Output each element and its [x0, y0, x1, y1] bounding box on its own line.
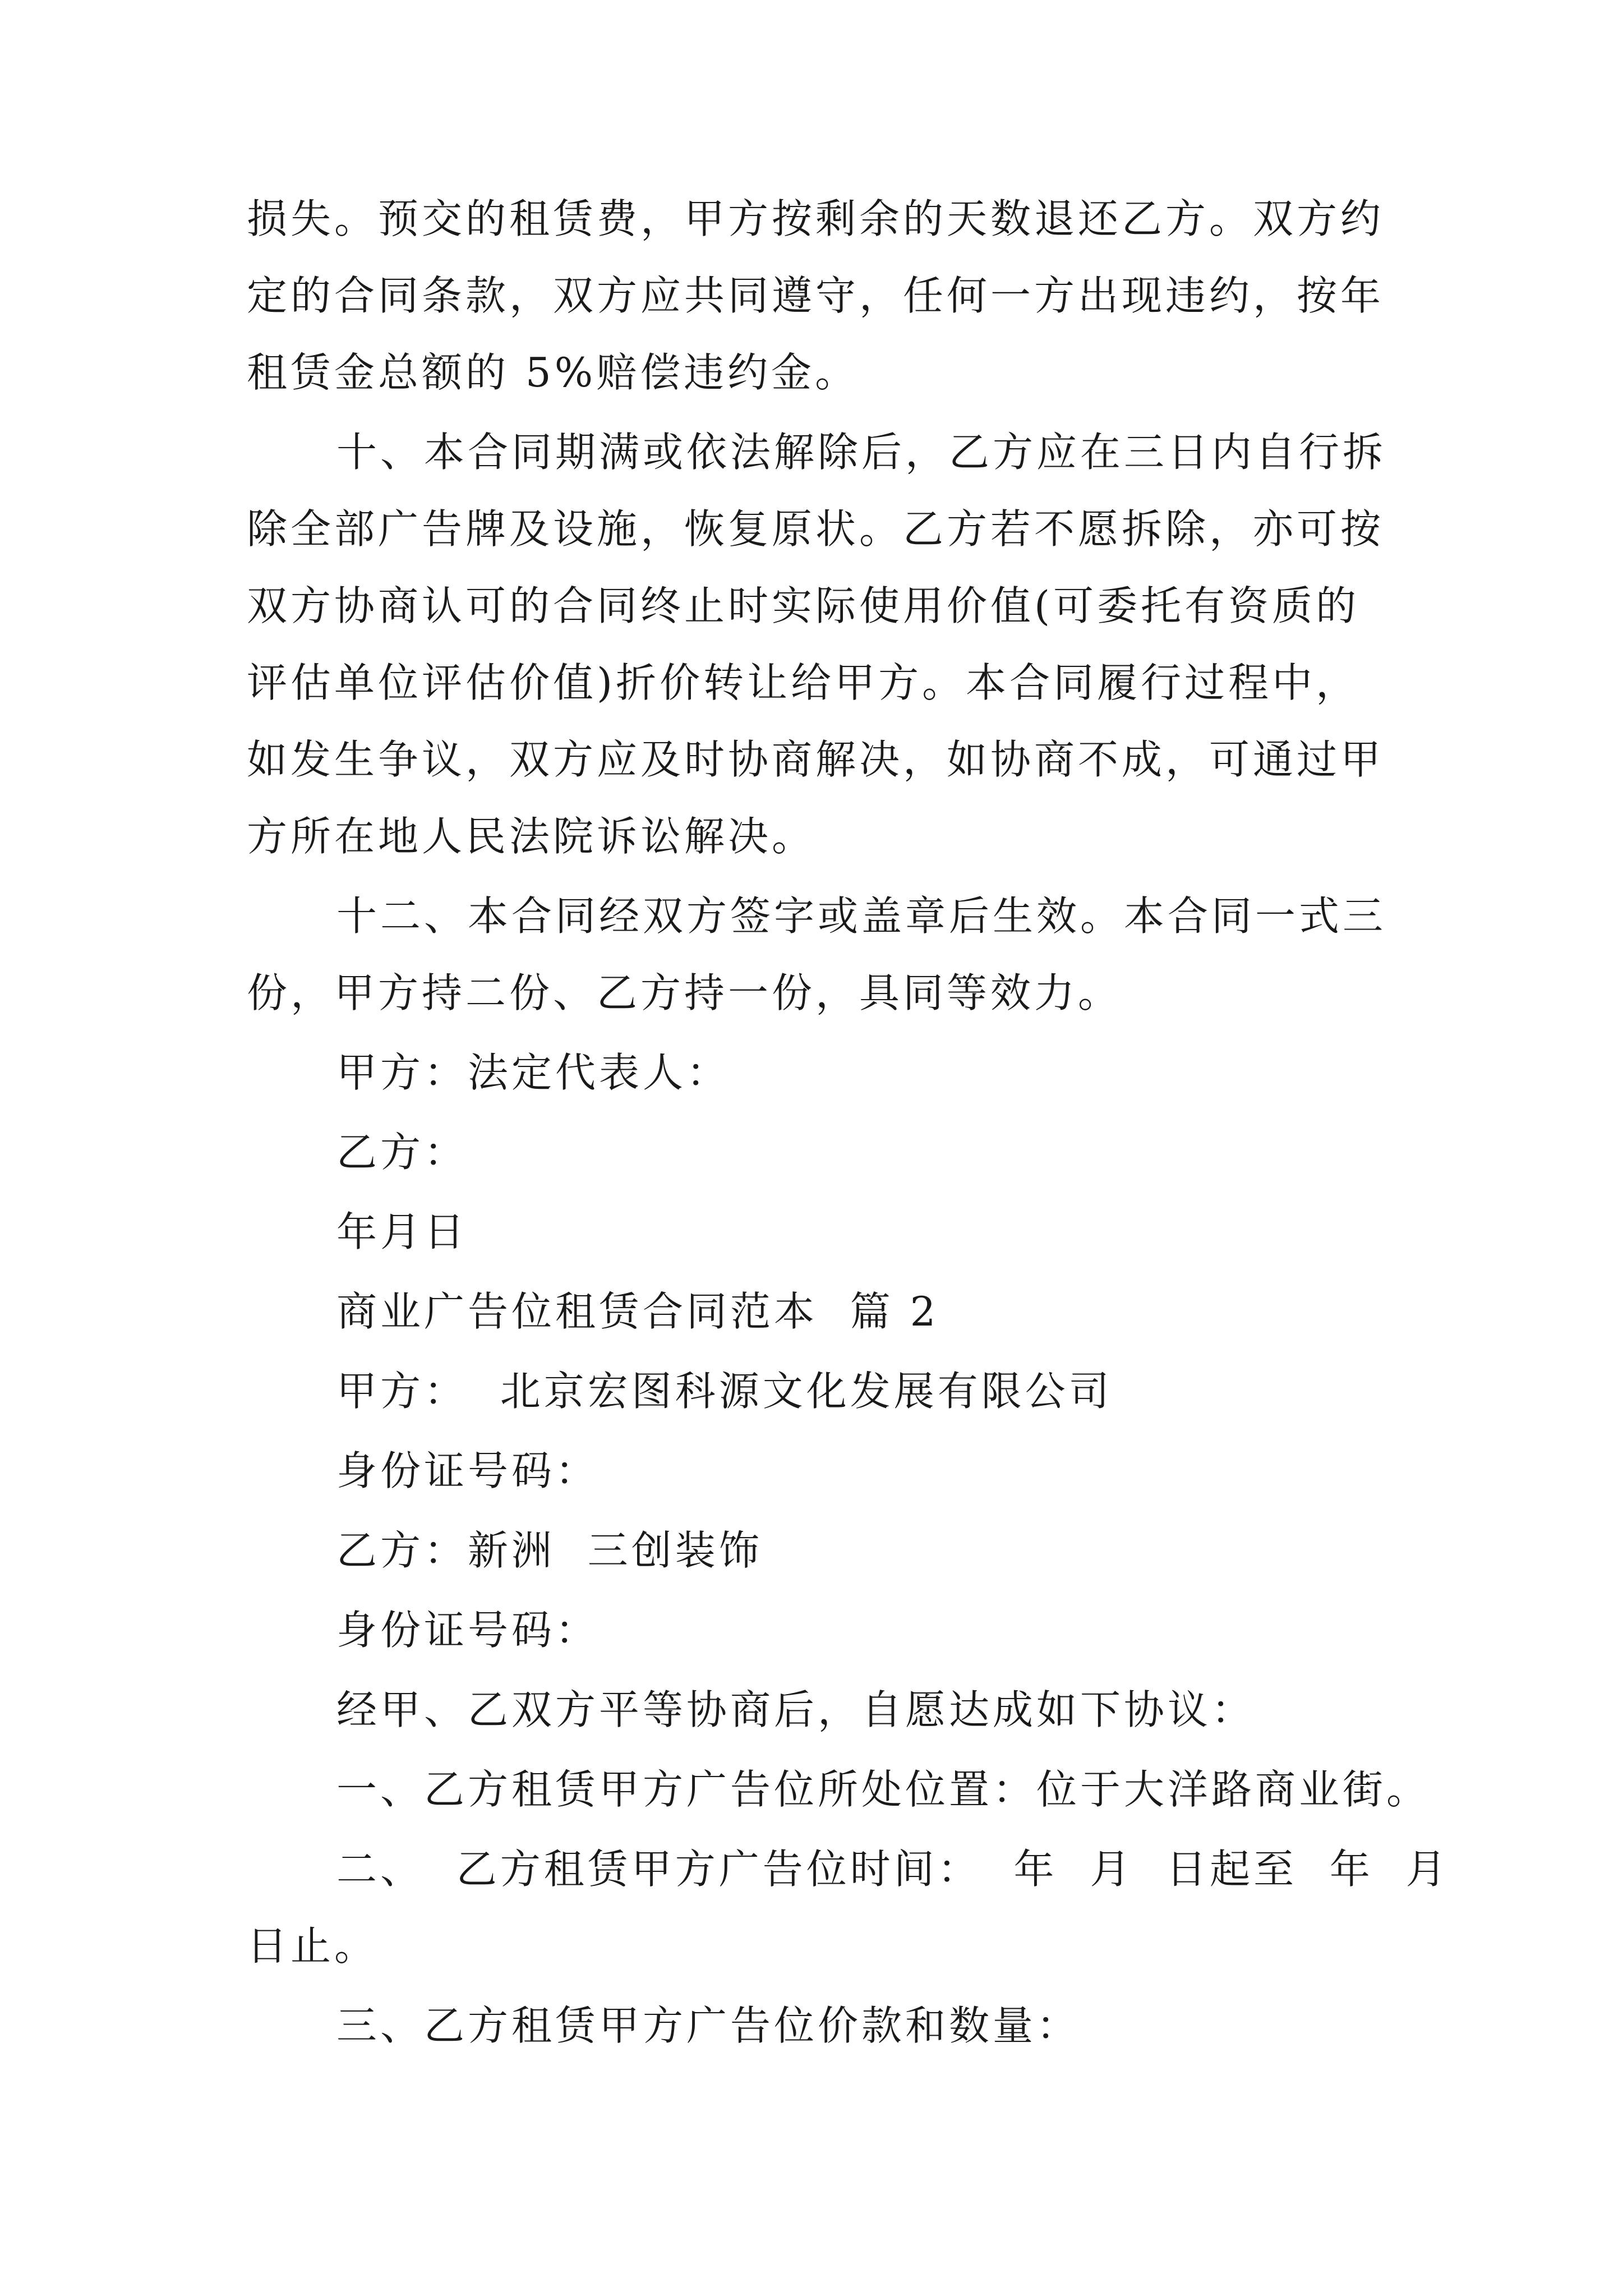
paragraph-9-line-2: 定的合同条款，双方应共同遵守，任何一方出现违约，按年 [247, 272, 1385, 319]
party-b-name: 乙方：新洲 三创装饰 [336, 1527, 763, 1574]
paragraph-10-line-6: 方所在地人民法院诉讼解决。 [247, 813, 816, 860]
date-line: 年月日 [336, 1208, 468, 1255]
paragraph-12-line-1: 十二、本合同经双方签字或盖章后生效。本合同一式三 [336, 892, 1387, 940]
paragraph-10-line-5: 如发生争议，双方应及时协商解决，如协商不成，可通过甲 [247, 736, 1385, 783]
paragraph-10-line-4: 评估单位评估价值)折价转让给甲方。本合同履行过程中， [247, 659, 1360, 706]
agreement-intro: 经甲、乙双方平等协商后，自愿达成如下协议： [336, 1686, 1256, 1733]
clause-2-line-1: 二、 乙方租赁甲方广告位时间： 年 月 日起至 年 月 [336, 1846, 1450, 1893]
party-a-id-number: 身份证号码： [336, 1447, 600, 1494]
paragraph-12-line-2: 份，甲方持二份、乙方持一份，具同等效力。 [247, 969, 1122, 1016]
section-heading: 商业广告位租赁合同范本 篇 2 [336, 1288, 939, 1335]
paragraph-10-line-3: 双方协商认可的合同终止时实际使用价值(可委托有资质的 [247, 582, 1360, 629]
paragraph-9-line-1: 损失。预交的租赁费，甲方按剩余的天数退还乙方。双方约 [247, 195, 1385, 242]
party-a-signature-line: 甲方：法定代表人： [336, 1049, 731, 1096]
party-a-name: 甲方： 北京宏图科源文化发展有限公司 [336, 1368, 1113, 1415]
clause-1: 一、乙方租赁甲方广告位所处位置：位于大洋路商业街。 [336, 1766, 1431, 1813]
paragraph-10-line-2: 除全部广告牌及设施，恢复原状。乙方若不愿拆除，亦可按 [247, 505, 1385, 553]
clause-3: 三、乙方租赁甲方广告位价款和数量： [336, 2002, 1081, 2049]
party-b-id-number: 身份证号码： [336, 1607, 600, 1654]
party-b-signature-line: 乙方： [336, 1129, 468, 1176]
paragraph-9-line-3: 租赁金总额的 5%赔偿违约金。 [247, 349, 859, 396]
paragraph-10-line-1: 十、本合同期满或依法解除后，乙方应在三日内自行拆 [336, 429, 1387, 476]
clause-2-line-2: 日止。 [247, 1922, 379, 1970]
